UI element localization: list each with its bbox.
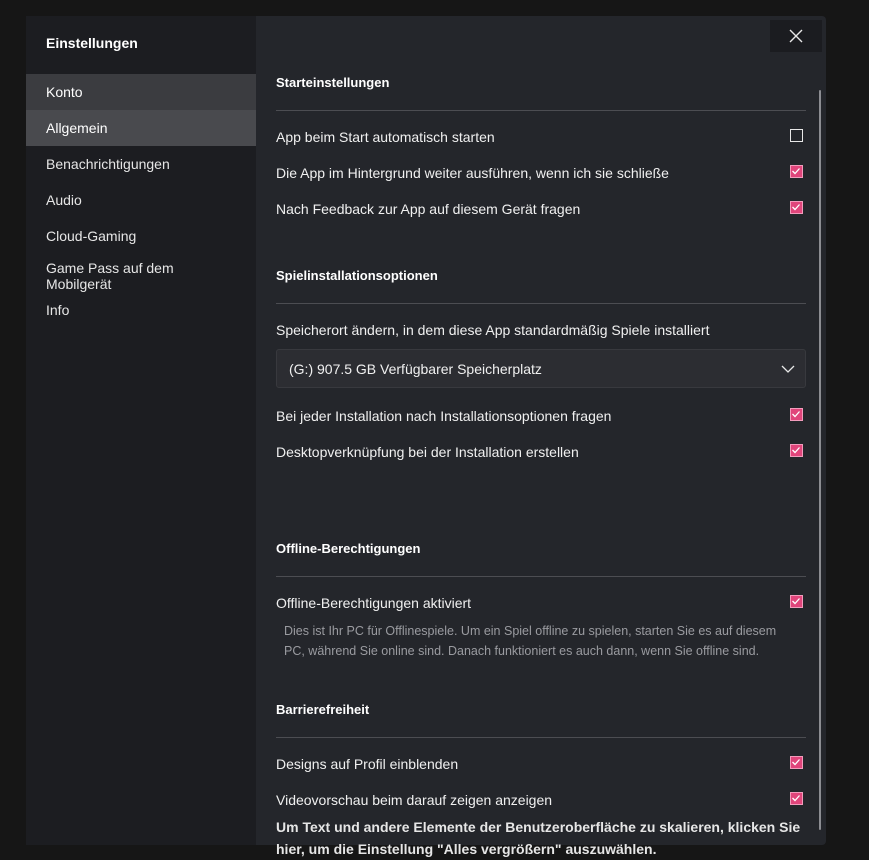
checkbox-feedback[interactable] [790,201,803,214]
sidebar-nav [26,74,256,328]
sidebar-item-audio[interactable]: Audio [46,192,82,208]
divider [276,737,806,738]
sidebar-item-cloud-gaming[interactable]: Cloud-Gaming [46,228,137,244]
install-location-dropdown[interactable] [276,349,806,388]
sidebar-item-info[interactable]: Info [46,302,70,318]
setting-label-feedback: Nach Feedback zur App auf diesem Gerät fragen [276,201,581,217]
setting-label-video-preview: Videovorschau beim darauf zeigen anzeigen [276,792,553,808]
checkbox-install-options[interactable] [790,408,803,421]
checkbox-background-run[interactable] [790,165,803,178]
setting-label-desktop-shortcut: Desktopverknüpfung bei der Installation erstellen [276,444,579,460]
divider [276,576,806,577]
chevron-down-icon [781,365,795,373]
setting-label-profile-designs: Designs auf Profil einblenden [276,756,459,772]
checkbox-profile-designs[interactable] [790,756,803,769]
checkbox-desktop-shortcut[interactable] [790,444,803,457]
checkmark-icon [791,202,801,212]
checkmark-icon [791,445,801,455]
sidebar-item-konto[interactable]: Konto [26,74,256,110]
setting-label-autostart: App beim Start automatisch starten [276,129,495,145]
sidebar [26,16,256,845]
scaling-note-link[interactable]: Um Text und andere Elemente der Benutzeroberfläche zu skalieren, klicken Sie hier, um die Einstellung "Alles vergrößern" auszuwählen. [276,819,801,857]
sidebar-item-benachrichtigungen[interactable]: Benachrichtigungen [46,156,170,172]
section-title-start: Starteinstellungen [276,75,390,90]
setting-label-offline-permissions: Offline-Berechtigungen aktiviert [276,595,472,611]
checkbox-autostart[interactable] [790,129,803,142]
checkmark-icon [791,409,801,419]
settings-dialog [26,16,826,857]
checkmark-icon [791,166,801,176]
scrollbar[interactable] [819,90,821,830]
sidebar-item-game-pass-mobile[interactable]: Game Pass auf dem Mobilgerät [46,260,174,292]
sidebar-item-allgemein[interactable]: Allgemein [26,110,256,146]
install-location-label: Speicherort ändern, in dem diese App standardmäßig Spiele installiert [276,322,710,338]
setting-label-install-options: Bei jeder Installation nach Installationsoptionen fragen [276,408,612,424]
sidebar-title: Einstellungen [46,35,138,51]
checkmark-icon [791,793,801,803]
checkbox-offline-permissions[interactable] [790,595,803,608]
settings-content [276,16,806,857]
checkmark-icon [791,757,801,767]
section-title-install: Spielinstallationsoptionen [276,268,438,283]
divider [276,110,806,111]
checkmark-icon [791,596,801,606]
install-location-value: (G:) 907.5 GB Verfügbarer Speicherplatz [289,360,542,377]
offline-description: Dies ist Ihr PC für Offlinespiele. Um ein Spiel offline zu spielen, starten Sie es auf diesem PC, während Sie online sind. Danach funktioniert es auch dann, wenn Sie offline sind. [284,624,777,658]
setting-label-background-run: Die App im Hintergrund weiter ausführen, wenn ich sie schließe [276,165,669,181]
section-title-accessibility: Barrierefreiheit [276,702,370,717]
section-title-offline: Offline-Berechtigungen [276,541,421,556]
checkbox-video-preview[interactable] [790,792,803,805]
divider [276,303,806,304]
